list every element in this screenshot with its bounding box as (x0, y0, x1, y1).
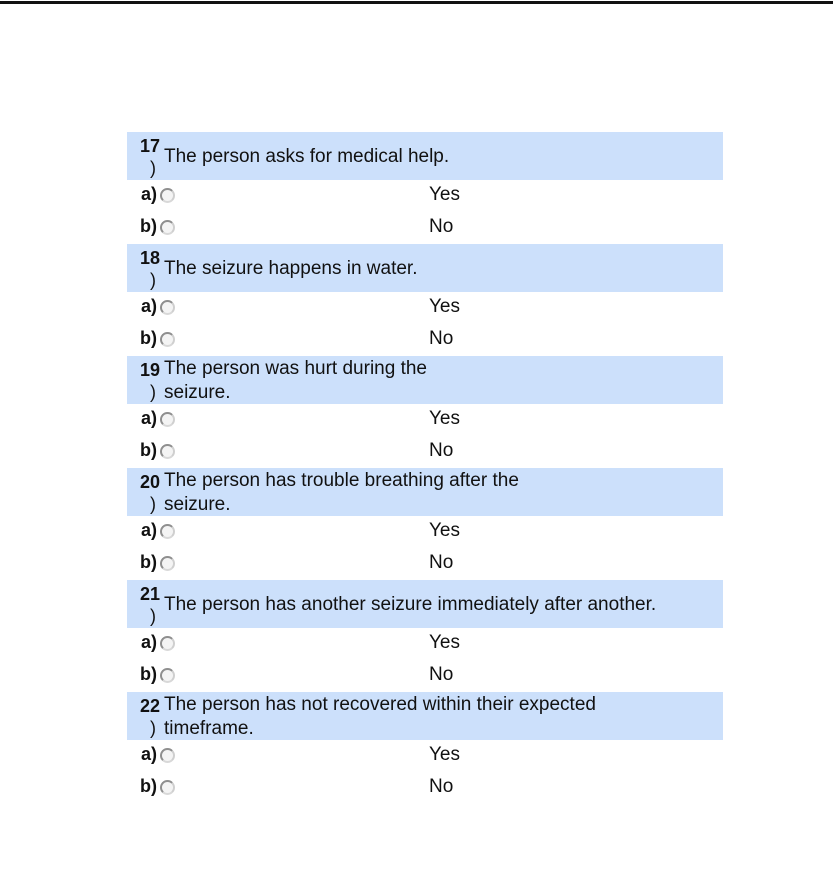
option-letter: a) (140, 408, 157, 428)
option-label[interactable]: No (429, 440, 454, 461)
question-number: 18 (139, 248, 160, 268)
question-number-paren: ) (150, 158, 156, 178)
option-letter: b) (140, 440, 157, 460)
option-label[interactable]: Yes (429, 296, 460, 317)
radio-yes[interactable] (160, 300, 175, 315)
radio-no[interactable] (160, 668, 175, 683)
option-row-no (127, 436, 723, 468)
question-number-paren: ) (150, 606, 156, 626)
radio-no[interactable] (160, 556, 175, 571)
option-label[interactable]: No (429, 776, 454, 797)
option-row-yes (127, 180, 723, 212)
option-label[interactable]: No (429, 216, 454, 237)
option-row-no (127, 548, 723, 580)
option-letter: a) (140, 296, 157, 316)
question-number-paren: ) (150, 494, 156, 514)
radio-yes[interactable] (160, 748, 175, 763)
option-label[interactable]: Yes (429, 184, 460, 205)
option-letter: b) (140, 216, 157, 236)
question-number-paren: ) (150, 382, 156, 402)
radio-no[interactable] (160, 780, 175, 795)
question-text: The person has trouble breathing after the seizure. (164, 470, 519, 515)
option-label[interactable]: Yes (429, 632, 460, 653)
question-text: The person was hurt during the seizure. (164, 358, 427, 403)
question-header (127, 356, 723, 404)
option-row-no (127, 660, 723, 692)
option-letter: a) (140, 184, 157, 204)
question-header (127, 468, 723, 516)
radio-no[interactable] (160, 444, 175, 459)
option-letter: b) (140, 664, 157, 684)
option-label[interactable]: Yes (429, 520, 460, 541)
question-19 (127, 356, 723, 468)
option-row-yes (127, 740, 723, 772)
question-22 (127, 692, 723, 804)
option-row-no (127, 772, 723, 804)
radio-no[interactable] (160, 220, 175, 235)
question-number: 22 (139, 696, 160, 716)
question-20 (127, 468, 723, 580)
option-label[interactable]: Yes (429, 744, 460, 765)
option-label[interactable]: No (429, 552, 454, 573)
radio-yes[interactable] (160, 412, 175, 427)
radio-yes[interactable] (160, 188, 175, 203)
question-text: The person has not recovered within their expected timeframe. (164, 694, 596, 739)
option-row-yes (127, 292, 723, 324)
question-text: The seizure happens in water. (164, 258, 418, 279)
option-letter: b) (140, 776, 157, 796)
question-number: 19 (139, 360, 160, 380)
question-header (127, 244, 723, 292)
question-number-paren: ) (150, 718, 156, 738)
question-17 (127, 132, 723, 244)
question-21 (127, 580, 723, 692)
radio-yes[interactable] (160, 524, 175, 539)
option-label[interactable]: No (429, 328, 454, 349)
option-row-yes (127, 404, 723, 436)
option-letter: b) (140, 328, 157, 348)
top-rule (0, 1, 833, 4)
question-header (127, 132, 723, 180)
question-number-paren: ) (150, 270, 156, 290)
quiz-form (127, 132, 723, 804)
question-text: The person asks for medical help. (164, 146, 450, 167)
option-row-no (127, 212, 723, 244)
question-18 (127, 244, 723, 356)
option-label[interactable]: No (429, 664, 454, 685)
radio-yes[interactable] (160, 636, 175, 651)
option-row-yes (127, 516, 723, 548)
option-label[interactable]: Yes (429, 408, 460, 429)
question-header (127, 580, 723, 628)
question-number: 21 (139, 584, 160, 604)
option-letter: b) (140, 552, 157, 572)
radio-no[interactable] (160, 332, 175, 347)
option-letter: a) (140, 632, 157, 652)
question-header (127, 692, 723, 740)
question-text: The person has another seizure immediately after another. (164, 594, 657, 615)
option-row-yes (127, 628, 723, 660)
question-number: 17 (139, 136, 160, 156)
question-number: 20 (139, 472, 160, 492)
option-row-no (127, 324, 723, 356)
option-letter: a) (140, 520, 157, 540)
option-letter: a) (140, 744, 157, 764)
